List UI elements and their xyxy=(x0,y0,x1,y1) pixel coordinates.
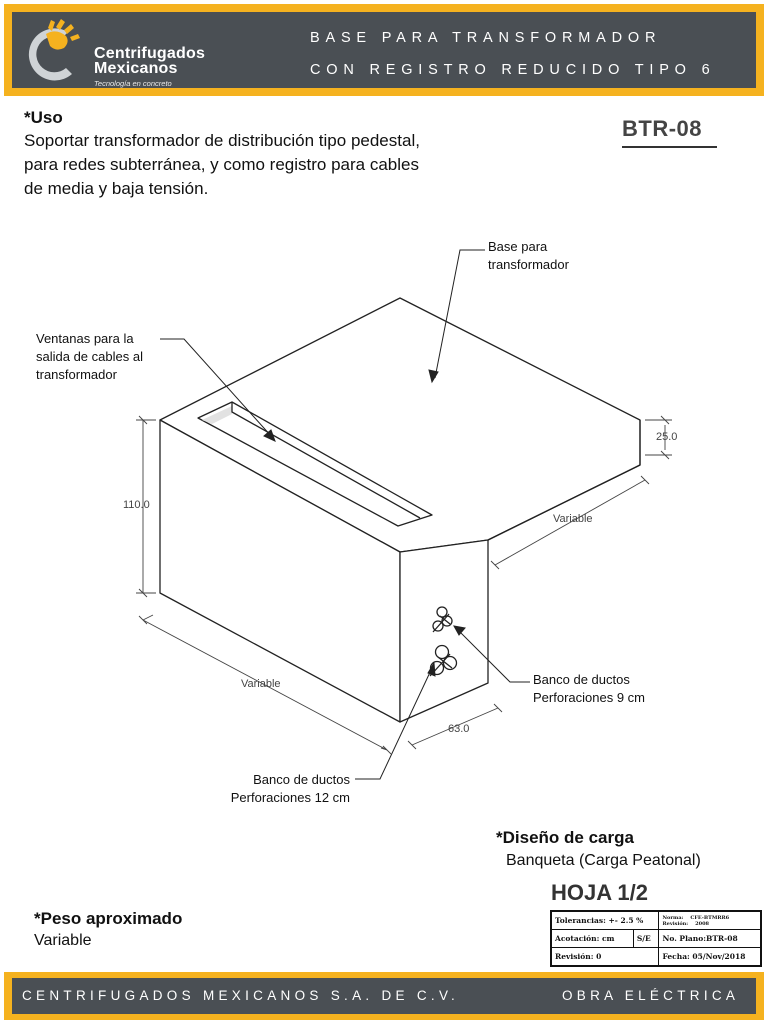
label-ducts12-line1: Banco de ductos xyxy=(253,772,350,787)
label-ducts9-line1: Banco de ductos xyxy=(533,672,630,687)
norma-value: CFE-BTMRR6 xyxy=(690,914,730,921)
label-ducts12-line2: Perforaciones 12 cm xyxy=(230,790,350,805)
dim-depth: 63.0 xyxy=(448,723,470,735)
footer-band xyxy=(4,972,764,1020)
label-base xyxy=(488,238,569,274)
peso-heading: *Peso aproximado xyxy=(34,909,183,928)
peso-value: Variable xyxy=(34,932,92,949)
label-ducts-9cm xyxy=(533,671,645,707)
cell-revision: Revisión: 0 xyxy=(551,948,659,967)
logo-tagline: Tecnología en concreto xyxy=(94,79,172,88)
title-block-row xyxy=(551,930,761,948)
title-block-row xyxy=(551,948,761,967)
sheet-number: HOJA 1/2 xyxy=(551,880,649,905)
label-windows-line1: Ventanas para la xyxy=(36,331,134,346)
carga-value: Banqueta (Carga Peatonal) xyxy=(506,852,701,869)
revision-year: 2008 xyxy=(695,920,710,927)
label-ducts-12cm xyxy=(210,771,350,807)
cell-norma xyxy=(659,911,761,930)
dim-width-right: Variable xyxy=(553,513,593,525)
header-title-line1: BASE PARA TRANSFORMADOR xyxy=(310,30,662,46)
cell-acotacion: Acotación: cm xyxy=(551,930,633,948)
uso-heading: *Uso xyxy=(24,108,63,127)
title-block-row xyxy=(551,911,761,930)
cell-escala: S/E xyxy=(633,930,659,948)
dim-height: 110.0 xyxy=(123,499,150,511)
uso-line-2: para redes subterránea, y como registro para cables xyxy=(24,155,419,174)
logo-line2: Mexicanos xyxy=(94,60,178,77)
uso-line-1: Soportar transformador de distribución tipo pedestal, xyxy=(24,131,420,150)
footer-category: OBRA ELÉCTRICA xyxy=(562,988,740,1003)
cell-no-plano: No. Plano:BTR-08 xyxy=(659,930,761,948)
label-windows xyxy=(36,330,143,384)
title-block-table xyxy=(550,910,762,967)
carga-heading: *Diseño de carga xyxy=(496,828,634,847)
dim-top-thickness: 25.0 xyxy=(656,431,678,443)
product-code: BTR-08 xyxy=(622,116,703,141)
uso-line-3: de media y baja tensión. xyxy=(24,179,209,198)
label-base-line1: Base para xyxy=(488,239,548,254)
footer-company: CENTRIFUGADOS MEXICANOS S.A. DE C.V. xyxy=(22,988,460,1003)
revision-label: Revisión: xyxy=(662,920,689,927)
logo-line1: Centrifugados xyxy=(94,45,206,62)
label-ducts9-line2: Perforaciones 9 cm xyxy=(533,690,645,705)
footer-panel xyxy=(12,978,756,1014)
label-windows-line3: transformador xyxy=(36,367,117,382)
cell-tolerancias: Tolerancias: +- 2.5 % xyxy=(551,911,659,930)
right-face xyxy=(400,540,488,722)
label-windows-line2: salida de cables al xyxy=(36,349,143,364)
label-base-line2: transformador xyxy=(488,257,569,272)
norma-label: Norma: xyxy=(662,914,684,921)
cell-fecha: Fecha: 05/Nov/2018 xyxy=(659,948,761,967)
dim-length: Variable xyxy=(241,678,281,690)
header-title-line2: CON REGISTRO REDUCIDO TIPO 6 xyxy=(310,62,716,78)
